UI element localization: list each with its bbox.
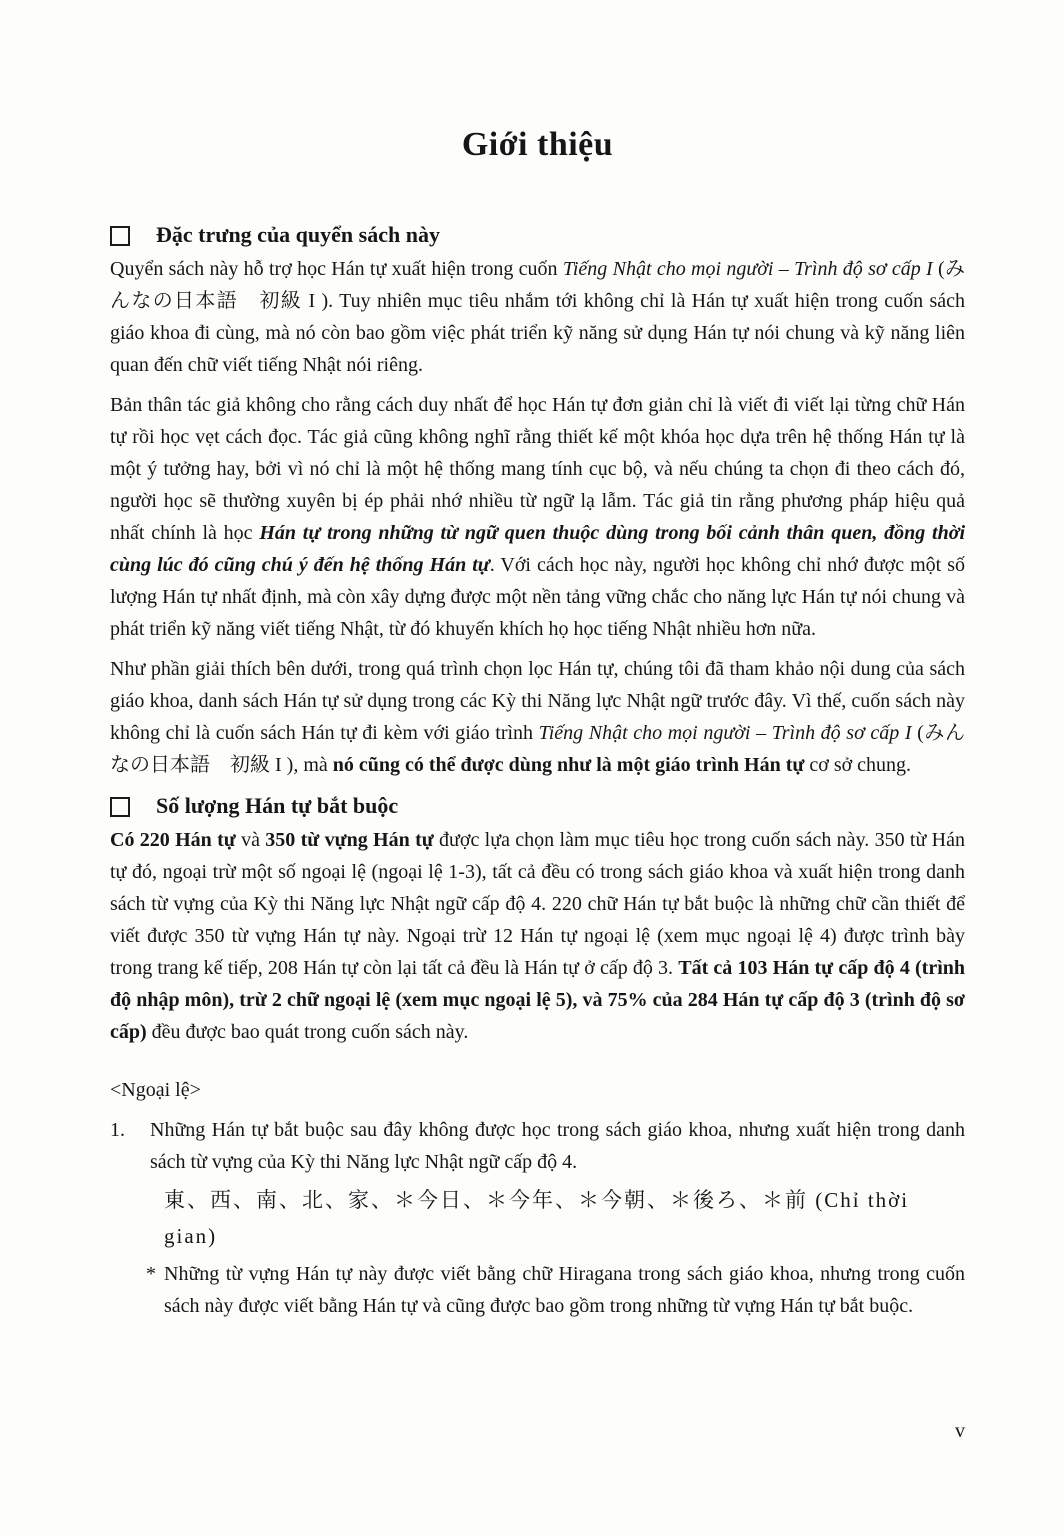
exceptions-section <box>110 1076 965 1322</box>
square-bullet-icon <box>110 797 130 817</box>
square-bullet-icon <box>110 226 130 246</box>
list-number: 1. <box>110 1119 125 1141</box>
paragraph-kanji-counts: Có 220 Hán tự và 350 từ vựng Hán tự được lựa chọn làm mục tiêu học trong cuốn sách này. 350 từ Hán tự đó, ngoại trừ một số ngoại lệ (ngoại lệ 1-3), tất cả đều có trong sách giáo khoa và xuất hiện trong danh sách từ vựng của Kỳ thi Năng lực Nhật ngữ cấp độ 4. 220 chữ Hán tự bắt buộc là những chữ cần thiết để viết được 350 từ vựng Hán tự này. Ngoại trừ 12 Hán tự ngoại lệ (xem mục ngoại lệ 4) được trình bày trong trang kế tiếp, 208 Hán tự còn lại tất cả đều là Hán tự ở cấp độ 3. Tất cả 103 Hán tự cấp độ 4 (trình độ nhập môn), trừ 2 chữ ngoại lệ (xem mục ngoại lệ 5), và 75% của 284 Hán tự cấp độ 3 (trình độ sơ cấp) đều được bao quát trong cuốn sách này. <box>110 829 965 1043</box>
section-required-kanji-heading <box>110 791 965 821</box>
paragraph-intro-book: Quyển sách này hỗ trợ học Hán tự xuất hiện trong cuốn Tiếng Nhật cho mọi người – Trình độ sơ cấp I (みんなの日本語 初級 I ). Tuy nhiên mục tiêu nhắm tới không chỉ là Hán tự xuất hiện trong cuốn sách giáo khoa đi cùng, mà nó còn bao gồm việc phát triển kỹ năng sử dụng Hán tự nói chung và kỹ năng liên quan đến chữ viết tiếng Nhật nói riêng. <box>110 258 965 376</box>
footnote-text: Những từ vựng Hán tự này được viết bằng chữ Hiragana trong sách giáo khoa, nhưng trong cuốn sách này được viết bằng Hán tự và cũng được bao gồm trong những từ vựng Hán tự bắt buộc. <box>164 1263 965 1317</box>
paragraph-author-method: Bản thân tác giả không cho rằng cách duy nhất để học Hán tự đơn giản chỉ là viết đi viết lại từng chữ Hán tự rồi học vẹt cách đọc. Tác giả cũng không nghĩ rằng thiết kế một khóa học dựa trên hệ thống Hán tự là một ý tưởng hay, bởi vì nó chỉ là một hệ thống mang tính cục bộ, và nếu chúng ta chọn đi theo cách đó, người học sẽ thường xuyên bị ép phải nhớ nhiều từ ngữ lạ lẫm. Tác giả tin rằng phương pháp hiệu quả nhất chính là học Hán tự trong những từ ngữ quen thuộc dùng trong bối cảnh thân quen, đồng thời cùng lúc đó cũng chú ý đến hệ thống Hán tự. Với cách học này, người học không chỉ nhớ được một số lượng Hán tự nhất định, mà còn xây dựng được một nền tảng vững chắc cho năng lực Hán tự nói chung và phát triển kỹ năng viết tiếng Nhật, từ đó khuyến khích họ học tiếng Nhật nhiều hơn nữa. <box>110 394 965 640</box>
footnote <box>146 1258 965 1322</box>
section-features-heading <box>110 220 965 250</box>
page-content <box>110 0 965 1322</box>
asterisk-marker: * <box>146 1263 156 1285</box>
exception-item-body <box>146 1114 965 1322</box>
section-features <box>110 220 965 781</box>
section-heading-label: Đặc trưng của quyển sách này <box>156 222 440 247</box>
page-number: v <box>955 1420 965 1442</box>
exception-item-text: Những Hán tự bắt buộc sau đây không được học trong sách giáo khoa, nhưng xuất hiện trong danh sách từ vựng của Kỳ thi Năng lực Nhật ngữ cấp độ 4. <box>150 1119 965 1173</box>
section-heading-label: Số lượng Hán tự bắt buộc <box>156 793 399 818</box>
exception-item-1 <box>110 1114 965 1322</box>
kanji-list: 東、西、南、北、家、＊今日、＊今年、＊今朝、＊後ろ、＊前 (Chỉ thời gian) <box>164 1188 910 1248</box>
paragraph-selection-basis: Như phần giải thích bên dưới, trong quá trình chọn lọc Hán tự, chúng tôi đã tham khảo nội dung của sách giáo khoa, danh sách Hán tự sử dụng trong các Kỳ thi Năng lực Nhật ngữ trước đây. Vì thế, cuốn sách này không chỉ là cuốn sách Hán tự đi kèm với giáo trình Tiếng Nhật cho mọi người – Trình độ sơ cấp I (みんなの日本語 初級 I ), mà nó cũng có thể được dùng như là một giáo trình Hán tự cơ sở chung. <box>110 658 966 776</box>
page-title: Giới thiệu <box>461 126 614 163</box>
exceptions-label: <Ngoại lệ> <box>110 1079 201 1101</box>
section-required-kanji <box>110 791 965 1048</box>
